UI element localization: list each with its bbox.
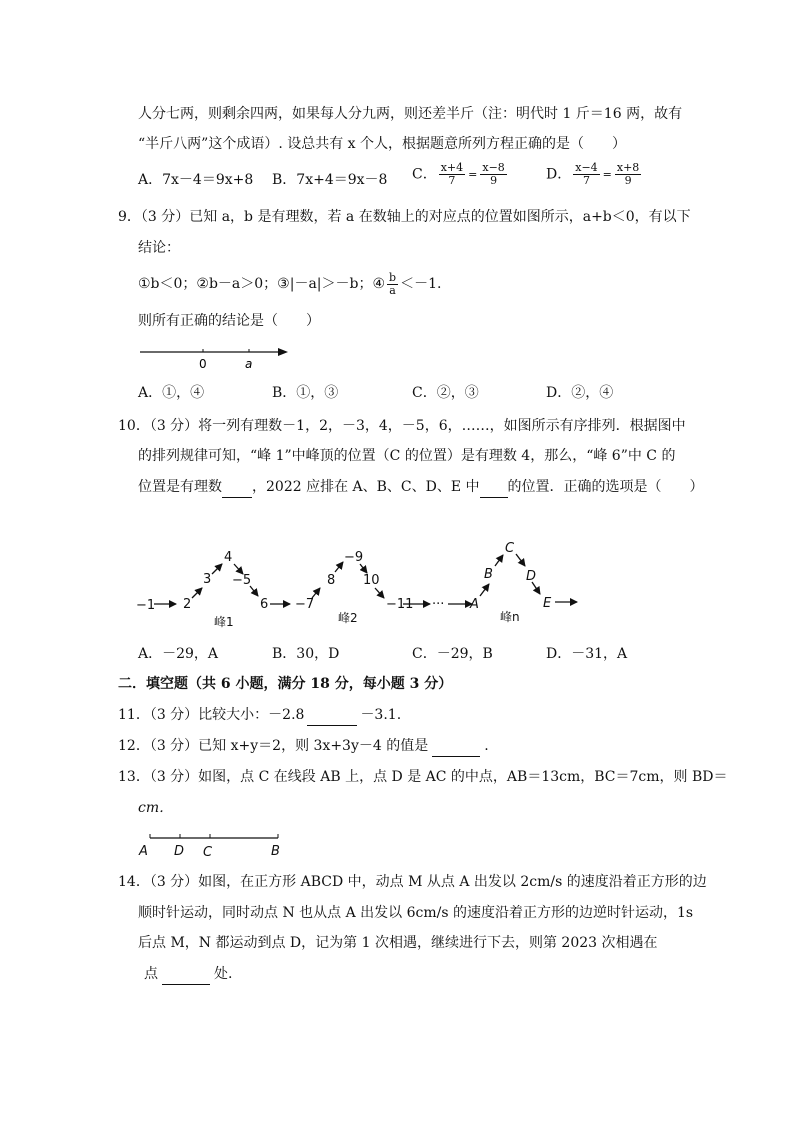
point-c: C — [505, 541, 515, 556]
q8-option-b: B．7x+4＝9x－8 — [272, 172, 388, 188]
q11 — [118, 705, 401, 726]
arrow-head-icon — [278, 348, 288, 356]
q9-line2: 结论： — [138, 240, 180, 256]
q10-line2: 的排列规律可知，“峰 1”中峰顶的位置（C 的位置）是有理数 4，那么，“峰 6”中 C 的 — [138, 448, 676, 464]
point-b: B — [484, 567, 493, 582]
numerator: x+8 — [616, 161, 640, 174]
numerator: x+4 — [440, 161, 464, 174]
numerator: x−4 — [575, 161, 598, 174]
q10-line1: 10．（3 分）将一列有理数－1，2，－3，4，－5，6，……，如图所示有序排列．根据图中 — [118, 418, 686, 434]
peak-2-label: 峰2 — [338, 611, 358, 625]
q9-option-a: A．①，④ — [138, 385, 205, 401]
q10-line3-c: 的位置．正确的选项是（ ） — [507, 479, 704, 495]
q14-line4-text: 点 — [144, 966, 158, 982]
denominator: 7 — [582, 174, 590, 187]
q8-line2: “半斤八两”这个成语）. 设总共有 x 个人，根据题意所列方程正确的是（ ） — [138, 136, 627, 152]
fraction — [387, 272, 398, 297]
fraction — [480, 162, 506, 187]
blank — [480, 477, 508, 498]
fraction — [439, 162, 465, 187]
denominator: 9 — [490, 174, 498, 187]
segment-figure — [136, 830, 296, 860]
term-8: 8 — [327, 573, 336, 588]
equals-sign: = — [468, 167, 478, 181]
q12-text: 12．（3 分）已知 x+y＝2，则 3x+3y－4 的值是 — [118, 738, 429, 754]
label-c: C — [203, 845, 213, 860]
q10-option-b: B．30，D — [272, 646, 340, 662]
fraction — [573, 162, 599, 187]
arrow — [480, 584, 489, 596]
denominator: a — [389, 283, 396, 297]
q9-conclusions-end: ＜－1. — [400, 276, 442, 292]
q9-option-d: D．②，④ — [546, 385, 614, 401]
label-b: B — [271, 844, 280, 859]
arrow — [250, 586, 258, 596]
q9-option-b: B．①，③ — [272, 385, 339, 401]
arrow — [212, 564, 222, 574]
numerator: b — [389, 270, 397, 284]
term-6: 6 — [260, 597, 269, 612]
q9-option-c: C．②，③ — [412, 385, 479, 401]
arrow — [192, 588, 202, 598]
term-10: 10 — [363, 573, 380, 588]
term-neg5: −5 — [232, 573, 252, 588]
q10-option-d: D．－31，A — [546, 646, 628, 662]
term-neg1: −1 — [136, 598, 156, 613]
q13-line2: cm． — [138, 800, 174, 816]
q8-option-a: A．7x－4＝9x+8 — [138, 172, 254, 188]
q10-option-a: A．－29，A — [138, 646, 219, 662]
peak-sequence-figure — [130, 538, 590, 638]
q10-line3-b: ，2022 应排在 A、B、C、D、E 中 — [252, 479, 480, 495]
q8-option-c — [412, 162, 509, 187]
q9-conclusions — [138, 268, 441, 300]
blank — [432, 736, 480, 757]
q8-line1: 人分七两，则剩余四两，如果每人分九两，则还差半斤（注：明代时 1 斤＝16 两，故有 — [138, 106, 683, 122]
q14-line3: 后点 M，N 都运动到点 D，记为第 1 次相遇，继续进行下去，则第 2023 次相遇在 — [138, 935, 658, 951]
blank — [222, 477, 252, 498]
term-neg7: −7 — [295, 597, 315, 612]
fraction — [615, 162, 641, 187]
q14-line2: 顺时针运动，同时动点 N 也从点 A 出发以 6cm/s 的速度沿着正方形的边逆时针运动，1s — [138, 905, 694, 921]
q14-line4 — [144, 964, 232, 985]
blank — [307, 705, 357, 726]
term-3: 3 — [203, 572, 212, 587]
equals-sign: = — [602, 167, 612, 181]
term-2: 2 — [183, 597, 192, 612]
numerator: x−8 — [482, 161, 505, 174]
denominator: 7 — [448, 174, 456, 187]
q8-option-c-label: C． — [412, 166, 437, 183]
arrow — [375, 588, 384, 598]
blank — [162, 964, 210, 985]
arrow — [335, 562, 343, 572]
peak-n-label: 峰n — [500, 610, 520, 624]
q9-line1: 9．（3 分）已知 a，b 是有理数，若 a 在数轴上的对应点的位置如图所示，a+b＜0，有以下 — [118, 209, 691, 225]
q8-option-d-label: D． — [546, 166, 572, 183]
arrow — [360, 564, 367, 573]
q9-conclusions-text: ①b＜0；②b－a＞0；③|－a|＞－b；④ — [138, 276, 386, 292]
ellipsis: ··· — [432, 597, 445, 612]
q14-line4-end: 处. — [214, 966, 233, 982]
point-d: D — [526, 569, 537, 584]
section-title: 二．填空题（共 6 小题，满分 18 分，每小题 3 分） — [118, 676, 453, 692]
term-neg9: −9 — [344, 550, 364, 565]
q9-line4: 则所有正确的结论是（ ） — [138, 313, 320, 329]
q10-option-c: C．－29，B — [412, 646, 493, 662]
term-4: 4 — [224, 550, 233, 565]
label-zero: 0 — [199, 357, 207, 371]
arrow — [495, 555, 503, 566]
label-d: D — [174, 844, 185, 859]
q8-option-d — [546, 162, 643, 187]
term-neg11: −11 — [386, 597, 414, 612]
label-a: A — [139, 844, 148, 859]
q12-text-end: . — [484, 738, 489, 754]
q10-line3-a: 位置是有理数 — [138, 479, 222, 495]
q13-line1: 13．（3 分）如图，点 C 在线段 AB 上，点 D 是 AC 的中点，AB＝13cm，BC＝7cm，则 BD＝ — [118, 769, 728, 785]
label-a: a — [245, 357, 253, 371]
q12 — [118, 736, 489, 757]
q11-text-end: －3.1. — [360, 707, 402, 723]
number-line-figure — [136, 342, 296, 372]
denominator: 9 — [624, 174, 632, 187]
q14-line1: 14．（3 分）如图，在正方形 ABCD 中，动点 M 从点 A 出发以 2cm/s 的速度沿着正方形的边 — [118, 874, 707, 890]
point-a: A — [470, 597, 479, 612]
point-e: E — [543, 596, 552, 611]
peak-1-label: 峰1 — [214, 615, 234, 629]
q11-text: 11．（3 分）比较大小：－2.8 — [118, 707, 305, 723]
arrow — [516, 554, 525, 566]
q10-line3 — [138, 477, 704, 498]
